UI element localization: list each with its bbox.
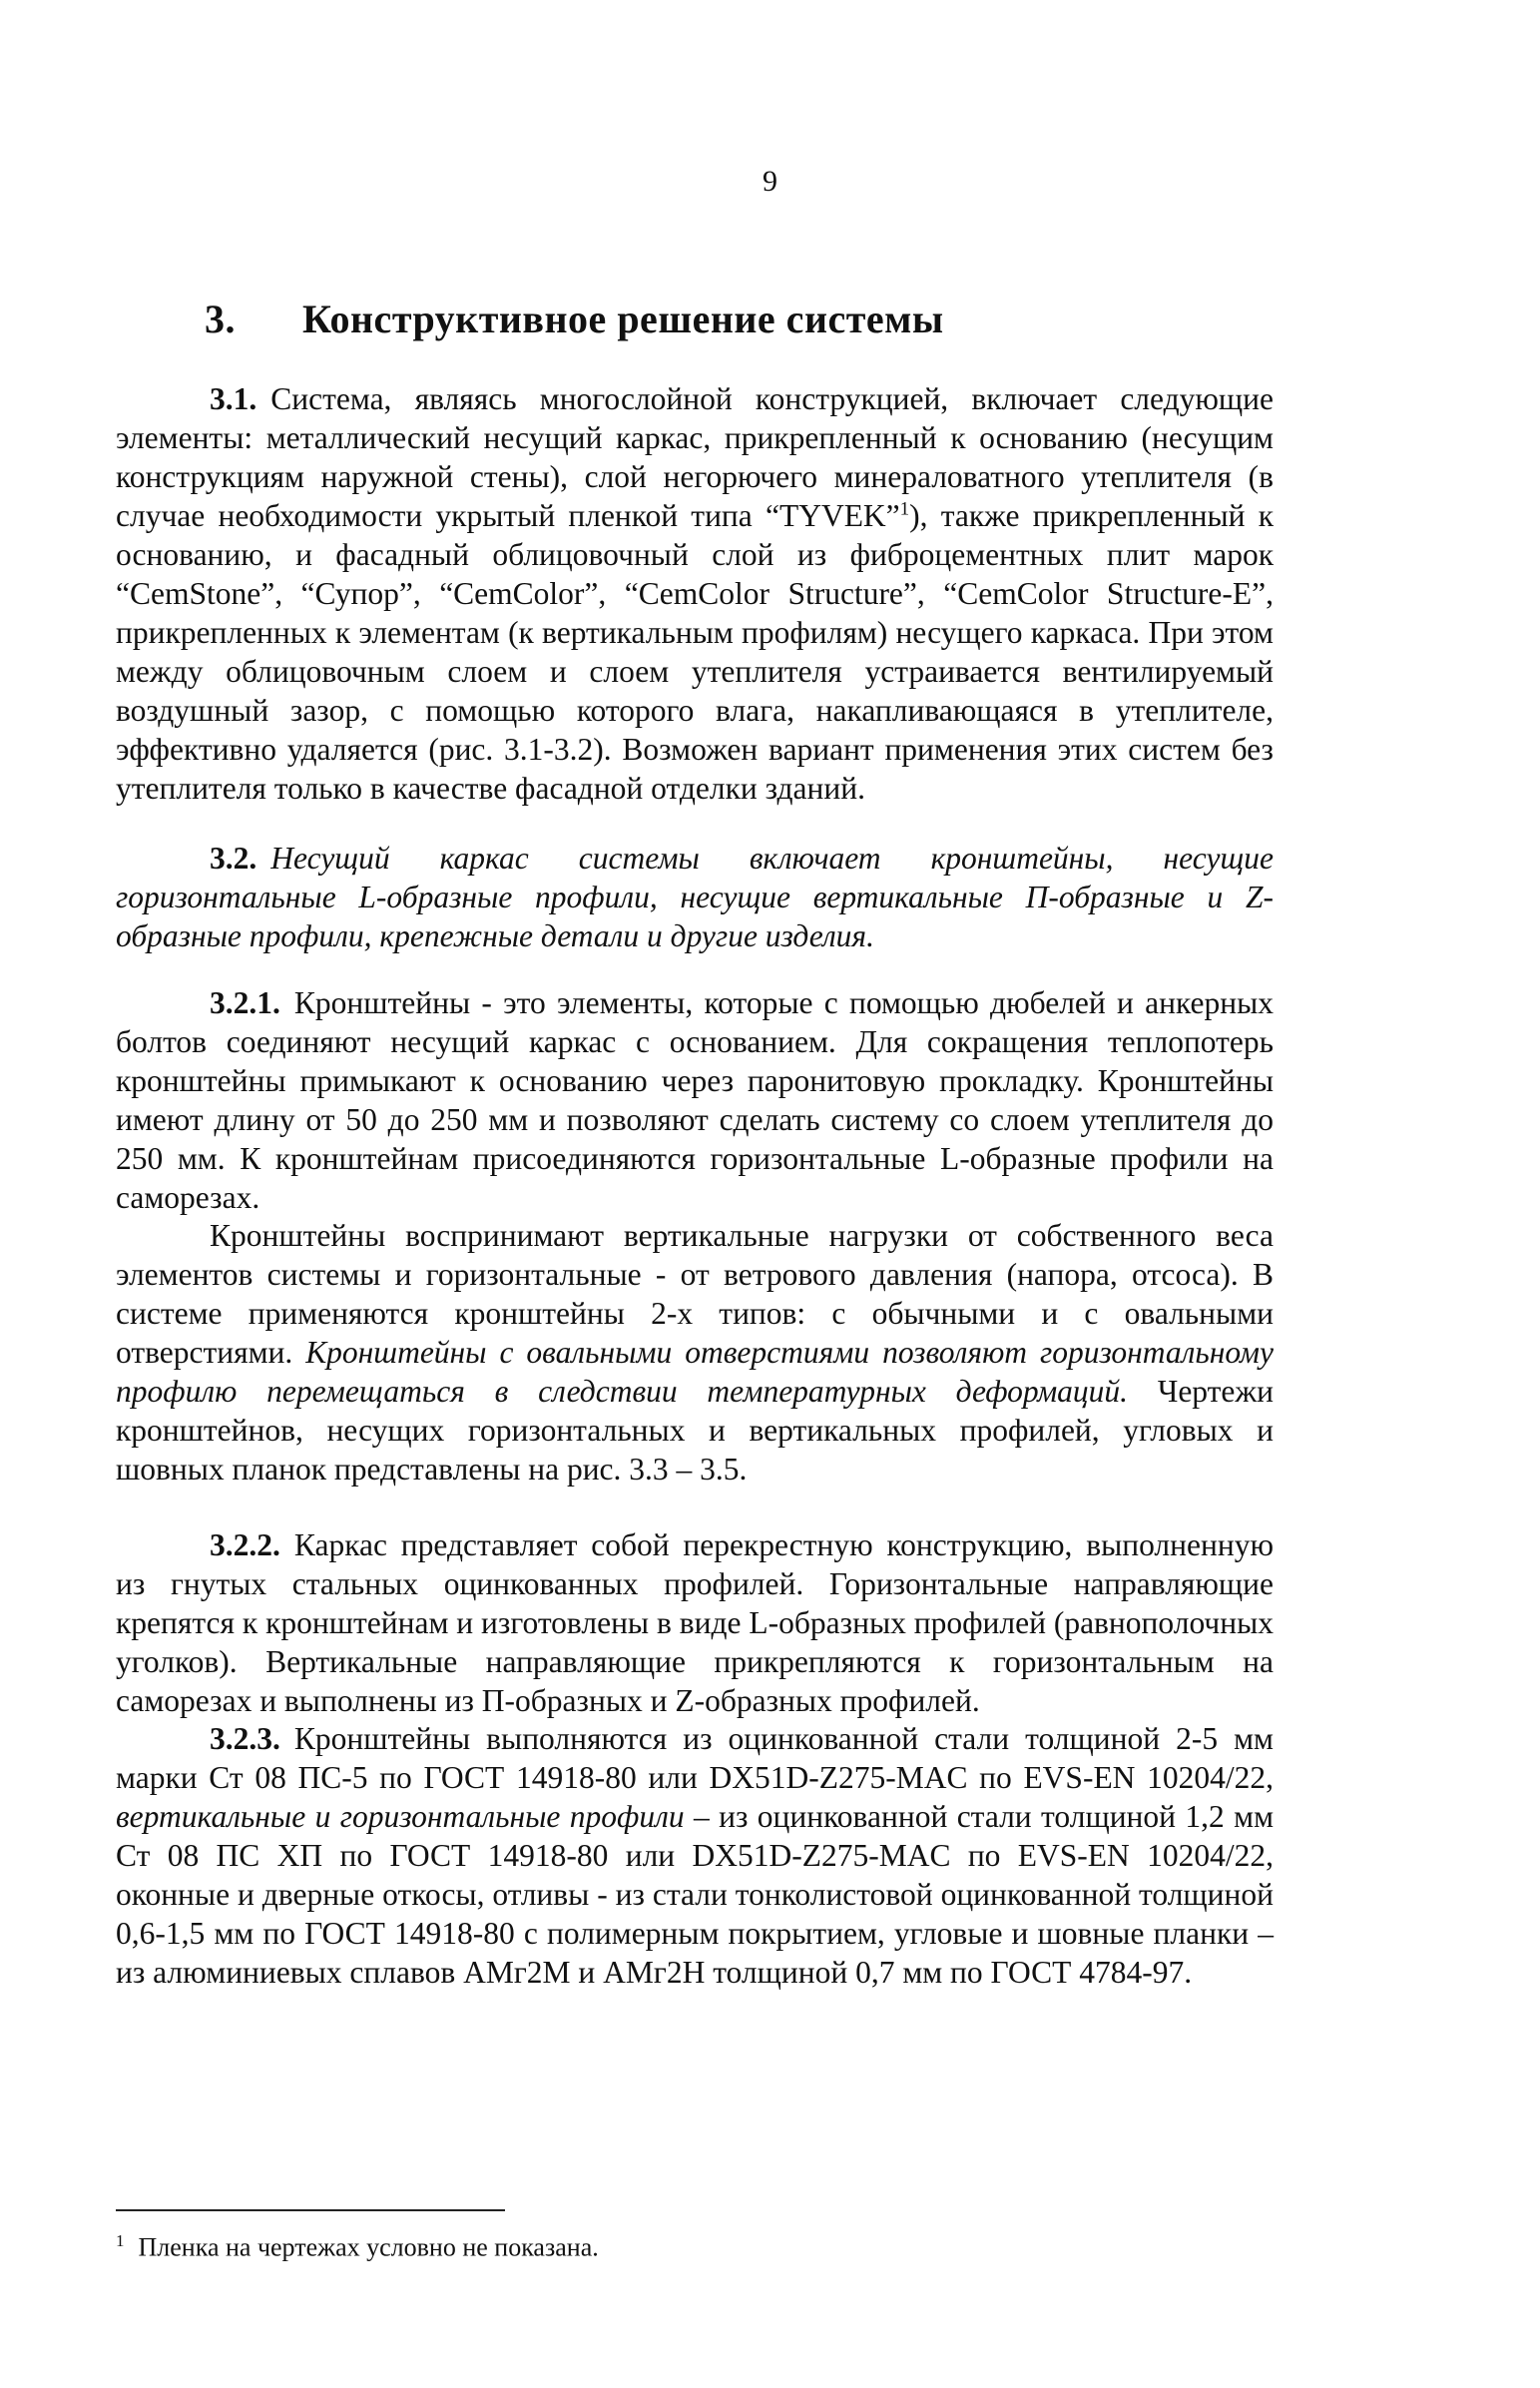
paragraph-text: Кронштейны воспринимают вертикальные нагрузки от собственного веса элементов системы и горизонтальные - от ветрового давления (напора, отсоса). В системе применяются кронштейны 2-х типов: с обычными и с овальными отверстиями. [116,1218,1274,1370]
heading-number: 3. [205,297,236,341]
paragraph-text-continued: ), также прикрепленный к основанию, и фасадный облицовочный слой из фиброцементных плит марок “CemStone”, “Супор”, “CemColor”, “CemColor Structure”, “CemColor Structure-E”, прикрепленных к элементам (к вертикальным профилям) несущего каркаса. При этом между облицовочным слоем и слоем утеплителя устраивается вентилируемый воздушный зазор, с помощью которого влага, накапливающаяся в утеплителе, эффективно удаляется (рис. 3.1-3.2). Возможен вариант применения этих систем без утеплителя только в качестве фасадной отделки зданий. [116,498,1275,806]
footnote-reference: 1 [899,498,910,520]
section-3-2 [116,839,1274,955]
paragraph [116,1719,1274,1992]
paragraph [116,1525,1274,1720]
paragraph-text: Кронштейны выполняются из оцинкованной стали толщиной 2-5 мм марки Ст 08 ПС-5 по ГОСТ 14918-80 или DX51D-Z275-MAC по EVS-EN 10204/22, [116,1721,1274,1795]
paragraph-number: 3.2.1. [210,985,280,1020]
paragraph-text-continued: – из оцинкованной стали толщиной 1,2 мм Ст 08 ПС ХП по ГОСТ 14918-80 или DX51D-Z275-MAC по EVS-EN 10204/22, оконные и дверные откосы, отливы - из стали тонколистовой оцинкованной толщиной 0,6-1,5 мм по ГОСТ 14918-80 с полимерным покрытием, угловые и шовные планки – из алюминиевых сплавов АМг2М и АМг2Н толщиной 0,7 мм по ГОСТ 4784-97. [116,1799,1275,1990]
paragraph-text: Каркас представляет собой перекрестную конструкцию, выполненную из гнутых стальных оцинкованных профилей. Горизонтальные направляющие крепятся к кронштейнам и изготовлены в виде L-образных профилей (равнополочных уголков). Вертикальные направляющие прикрепляются к горизонтальным на саморезах и выполнены из П-образных и Z-образных профилей. [116,1527,1274,1718]
page-number: 9 [763,165,777,198]
paragraph-text: Кронштейны - это элементы, которые с помощью дюбелей и анкерных болтов соединяют несущий каркас с основанием. Для сокращения теплопотерь кронштейны примыкают к основанию через паронитовую прокладку. Кронштейны имеют длину от 50 до 250 мм и позволяют сделать систему со слоем утеплителя до 250 мм. К кронштейнам присоединяются горизонтальные L-образные профили на саморезах. [116,985,1274,1215]
paragraph-text-italic: Кронштейны с овальными отверстиями позволяют горизонтальному профилю перемещаться в следствии температурных деформаций. [116,1335,1274,1409]
paragraph-text-italic: вертикальные и горизонтальные профили [116,1799,685,1834]
paragraph [116,983,1274,1217]
section-heading [205,296,944,342]
heading-title: Конструктивное решение системы [302,297,944,341]
paragraph [116,1216,1274,1489]
footnote-divider [116,2209,505,2211]
section-3-1 [116,379,1274,808]
paragraph-number: 3.1. [210,381,257,416]
paragraph [116,379,1274,808]
paragraph-number: 3.2.3. [210,1721,280,1756]
section-3-2-1-continued [116,1216,1274,1489]
paragraph-number: 3.2. [210,841,257,876]
paragraph [116,839,1274,955]
section-3-2-2 [116,1525,1274,1720]
footnote-text: Пленка на чертежах условно не показана. [138,2232,599,2262]
paragraph-text: Система, являясь многослойной конструкцией, включает следующие элементы: металлический несущий каркас, прикрепленный к основанию (несущим конструкциям наружной стены), слой негорючего минераловатного утеплителя (в случае необходимости укрытый пленкой типа “TYVEK” [116,381,1274,533]
section-3-2-3 [116,1719,1274,1992]
footnote [116,2224,599,2265]
paragraph-text-continued: Чертежи кронштейнов, несущих горизонтальных и вертикальных профилей, угловых и шовных планок представлены на рис. 3.3 – 3.5. [116,1374,1274,1487]
paragraph-text: Несущий каркас системы включает кронштейны, несущие горизонтальные L-образные профили, несущие вертикальные П-образные и Z-образные профили, крепежные детали и другие изделия. [116,841,1274,953]
footnote-mark: 1 [116,2231,125,2250]
section-3-2-1 [116,983,1274,1217]
paragraph-number: 3.2.2. [210,1527,280,1562]
